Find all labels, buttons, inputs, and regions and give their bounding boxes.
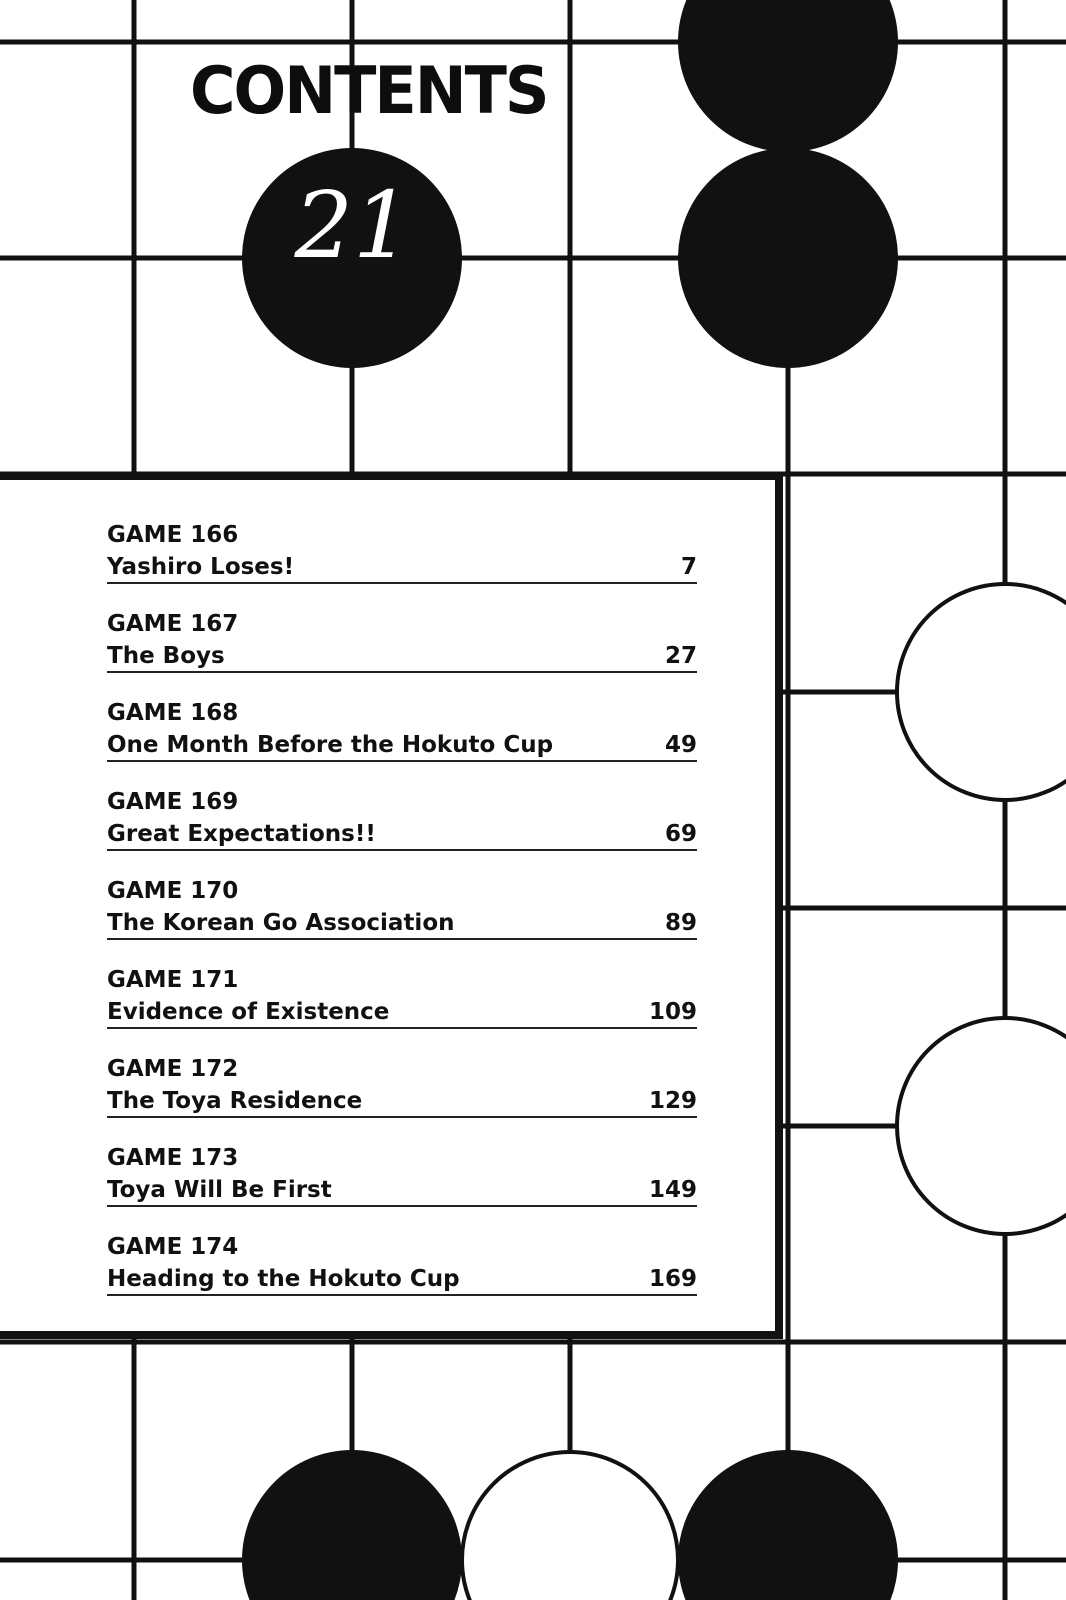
page-number: 69 <box>664 821 697 847</box>
page-number: 149 <box>648 1177 697 1203</box>
game-number: GAME 170 <box>107 878 239 904</box>
toc-entry[interactable] <box>107 1143 697 1232</box>
white-stone-right-2 <box>897 1018 1066 1234</box>
toc-entry[interactable] <box>107 520 697 609</box>
game-number: GAME 172 <box>107 1056 239 1082</box>
game-number: GAME 171 <box>107 967 239 993</box>
page-number: 49 <box>664 732 697 758</box>
table-of-contents <box>107 520 697 1321</box>
chapter-title: The Boys <box>107 643 225 669</box>
chapter-title: Toya Will Be First <box>107 1177 332 1203</box>
page-number: 27 <box>664 643 697 669</box>
chapter-title: Heading to the Hokuto Cup <box>107 1266 460 1292</box>
toc-entry[interactable] <box>107 965 697 1054</box>
black-stone-bottom-2 <box>678 1450 898 1600</box>
game-number: GAME 173 <box>107 1145 239 1171</box>
chapter-title: The Korean Go Association <box>107 910 455 936</box>
chapter-title: Yashiro Loses! <box>107 554 295 580</box>
page-number: 7 <box>680 554 697 580</box>
chapter-title: One Month Before the Hokuto Cup <box>107 732 554 758</box>
volume-number: 21 <box>294 172 412 279</box>
game-number: GAME 166 <box>107 522 239 548</box>
toc-entry[interactable] <box>107 1232 697 1321</box>
game-number: GAME 174 <box>107 1234 239 1260</box>
black-stone-top-1 <box>678 0 898 152</box>
page-number: 109 <box>648 999 697 1025</box>
game-number: GAME 167 <box>107 611 239 637</box>
black-stone-bottom-1 <box>242 1450 462 1600</box>
page-number: 129 <box>648 1088 697 1114</box>
page-number: 169 <box>648 1266 697 1292</box>
black-stone-top-2 <box>678 148 898 368</box>
white-stone-right-1 <box>897 584 1066 800</box>
white-stone-bottom <box>462 1452 678 1600</box>
toc-entry[interactable] <box>107 698 697 787</box>
toc-entry[interactable] <box>107 609 697 698</box>
toc-entry[interactable] <box>107 1054 697 1143</box>
chapter-title: The Toya Residence <box>107 1088 363 1114</box>
toc-entry[interactable] <box>107 787 697 876</box>
game-number: GAME 169 <box>107 789 239 815</box>
page-number: 89 <box>664 910 697 936</box>
toc-entry[interactable] <box>107 876 697 965</box>
chapter-title: Evidence of Existence <box>107 999 390 1025</box>
game-number: GAME 168 <box>107 700 239 726</box>
chapter-title: Great Expectations!! <box>107 821 376 847</box>
page-title: CONTENTS <box>190 52 548 129</box>
